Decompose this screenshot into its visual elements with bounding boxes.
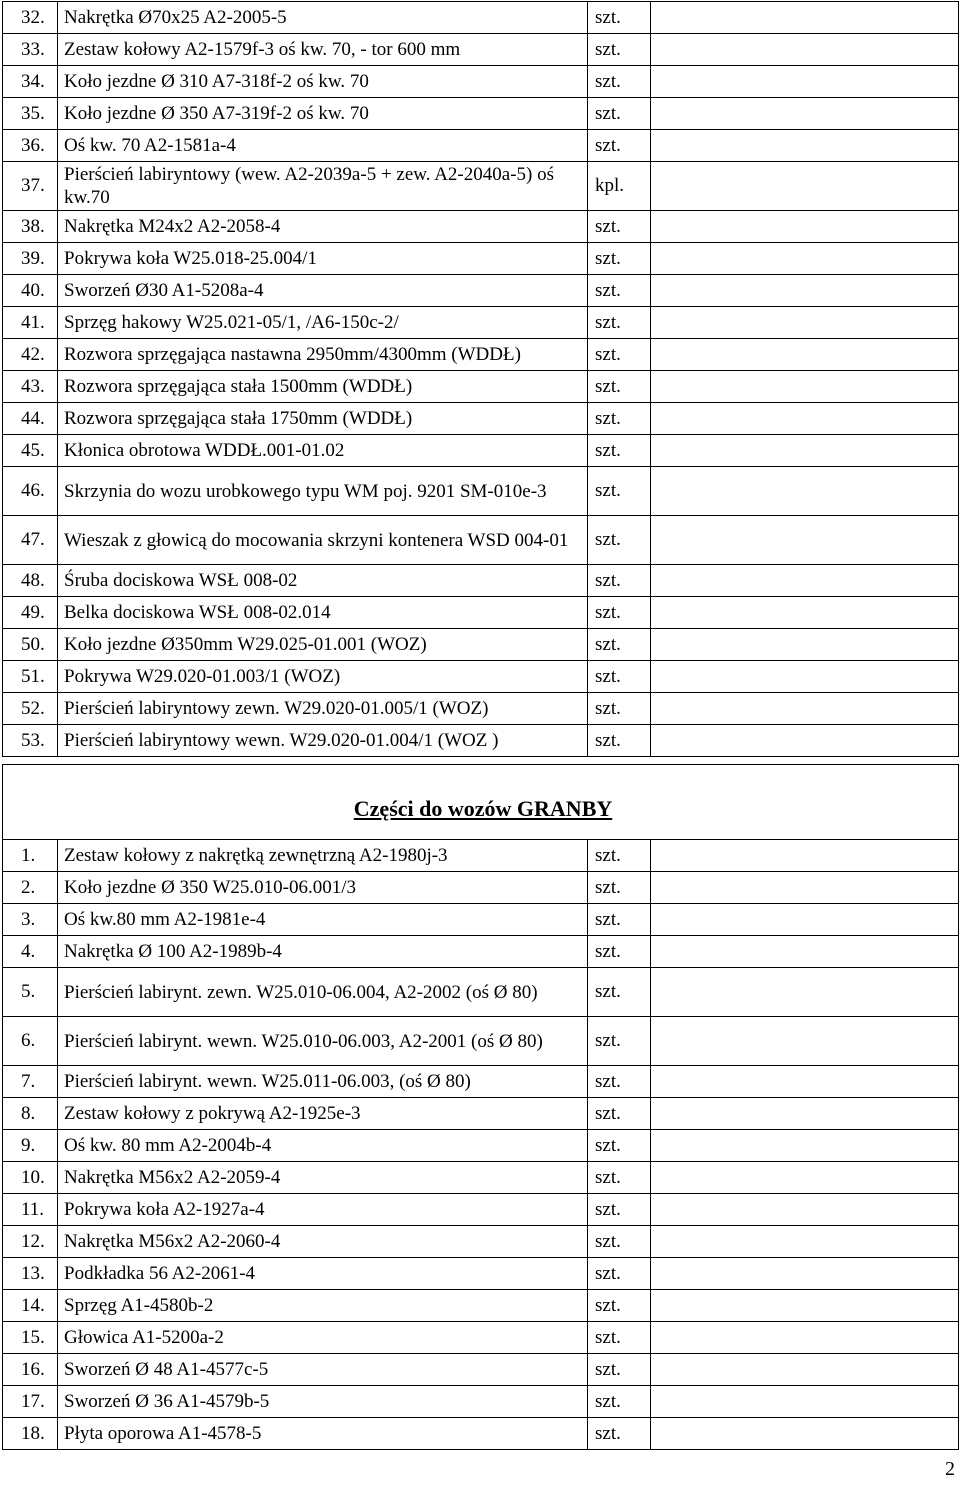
item-description: Skrzynia do wozu urobkowego typu WM poj. 9201 SM-010e-3: [58, 467, 588, 516]
item-unit: szt.: [588, 1130, 651, 1162]
item-unit: szt.: [588, 1194, 651, 1226]
item-number: 49.: [3, 597, 58, 629]
empty-cell: [651, 371, 959, 403]
item-unit: szt.: [588, 1226, 651, 1258]
item-description: Pokrywa W29.020-01.003/1 (WOZ): [58, 661, 588, 693]
table-row: [3, 840, 959, 872]
empty-cell: [651, 1290, 959, 1322]
item-unit: szt.: [588, 34, 651, 66]
item-unit: szt.: [588, 1066, 651, 1098]
empty-cell: [651, 1418, 959, 1450]
item-description: Podkładka 56 A2-2061-4: [58, 1258, 588, 1290]
table-row: [3, 904, 959, 936]
table-row: [3, 1386, 959, 1418]
item-number: 8.: [3, 1098, 58, 1130]
item-number: 47.: [3, 516, 58, 565]
item-description: Głowica A1-5200a-2: [58, 1322, 588, 1354]
item-unit: szt.: [588, 98, 651, 130]
item-unit: szt.: [588, 275, 651, 307]
empty-cell: [651, 130, 959, 162]
item-number: 53.: [3, 725, 58, 757]
item-number: 50.: [3, 629, 58, 661]
item-unit: szt.: [588, 339, 651, 371]
table-row: [3, 1066, 959, 1098]
item-unit: szt.: [588, 66, 651, 98]
item-unit: szt.: [588, 840, 651, 872]
item-number: 14.: [3, 1290, 58, 1322]
empty-cell: [651, 872, 959, 904]
item-unit: szt.: [588, 435, 651, 467]
item-description: Oś kw. 80 mm A2-2004b-4: [58, 1130, 588, 1162]
table-row: [3, 2, 959, 34]
item-description: Nakrętka Ø 100 A2-1989b-4: [58, 936, 588, 968]
item-description: Rozwora sprzęgająca stała 1500mm (WDDŁ): [58, 371, 588, 403]
table-row: [3, 1418, 959, 1450]
item-unit: szt.: [588, 516, 651, 565]
item-number: 10.: [3, 1162, 58, 1194]
item-number: 44.: [3, 403, 58, 435]
item-description: Belka dociskowa WSŁ 008-02.014: [58, 597, 588, 629]
item-description: Wieszak z głowicą do mocowania skrzyni kontenera WSD 004-01: [58, 516, 588, 565]
empty-cell: [651, 968, 959, 1017]
empty-cell: [651, 467, 959, 516]
item-description: Zestaw kołowy z nakrętką zewnętrzną A2-1980j-3: [58, 840, 588, 872]
table-row: [3, 1290, 959, 1322]
item-number: 51.: [3, 661, 58, 693]
item-unit: szt.: [588, 597, 651, 629]
item-unit: szt.: [588, 243, 651, 275]
empty-cell: [651, 1098, 959, 1130]
parts-table-granby: [2, 764, 959, 1450]
section-title: Części do wozów GRANBY: [3, 765, 959, 840]
empty-cell: [651, 840, 959, 872]
empty-cell: [651, 1162, 959, 1194]
item-unit: szt.: [588, 1322, 651, 1354]
table-row: [3, 725, 959, 757]
item-description: Rozwora sprzęgająca stała 1750mm (WDDŁ): [58, 403, 588, 435]
empty-cell: [651, 339, 959, 371]
table-row: [3, 371, 959, 403]
item-number: 11.: [3, 1194, 58, 1226]
item-number: 38.: [3, 211, 58, 243]
empty-cell: [651, 1258, 959, 1290]
item-description: Płyta oporowa A1-4578-5: [58, 1418, 588, 1450]
empty-cell: [651, 243, 959, 275]
item-number: 33.: [3, 34, 58, 66]
table-row: [3, 661, 959, 693]
table-row: [3, 307, 959, 339]
item-unit: szt.: [588, 1017, 651, 1066]
item-unit: szt.: [588, 1386, 651, 1418]
item-description: Koło jezdne Ø350mm W29.025-01.001 (WOZ): [58, 629, 588, 661]
item-description: Nakrętka M24x2 A2-2058-4: [58, 211, 588, 243]
item-number: 46.: [3, 467, 58, 516]
item-number: 45.: [3, 435, 58, 467]
table-row: [3, 1226, 959, 1258]
item-number: 40.: [3, 275, 58, 307]
item-number: 42.: [3, 339, 58, 371]
table-row: [3, 597, 959, 629]
item-number: 43.: [3, 371, 58, 403]
table-row: [3, 1130, 959, 1162]
item-unit: szt.: [588, 1258, 651, 1290]
empty-cell: [651, 1386, 959, 1418]
table-row: [3, 467, 959, 516]
item-number: 15.: [3, 1322, 58, 1354]
table-row: [3, 936, 959, 968]
item-number: 36.: [3, 130, 58, 162]
empty-cell: [651, 1130, 959, 1162]
empty-cell: [651, 403, 959, 435]
item-number: 18.: [3, 1418, 58, 1450]
table-row: [3, 1194, 959, 1226]
item-number: 3.: [3, 904, 58, 936]
item-description: Śruba dociskowa WSŁ 008-02: [58, 565, 588, 597]
table-row: [3, 968, 959, 1017]
item-description: Nakrętka M56x2 A2-2060-4: [58, 1226, 588, 1258]
item-unit: szt.: [588, 403, 651, 435]
item-description: Oś kw.80 mm A2-1981e-4: [58, 904, 588, 936]
table-row: [3, 403, 959, 435]
item-description: Pierścień labirynt. zewn. W25.010-06.004, A2-2002 (oś Ø 80): [58, 968, 588, 1017]
item-description: Kłonica obrotowa WDDŁ.001-01.02: [58, 435, 588, 467]
item-unit: szt.: [588, 1098, 651, 1130]
item-description: Pokrywa koła W25.018-25.004/1: [58, 243, 588, 275]
table-row: [3, 693, 959, 725]
item-description: Pierścień labirynt. wewn. W25.011-06.003, (oś Ø 80): [58, 1066, 588, 1098]
item-unit: szt.: [588, 968, 651, 1017]
item-unit: kpl.: [588, 162, 651, 211]
item-unit: szt.: [588, 1354, 651, 1386]
table-row: [3, 130, 959, 162]
item-description: Rozwora sprzęgająca nastawna 2950mm/4300mm (WDDŁ): [58, 339, 588, 371]
empty-cell: [651, 516, 959, 565]
empty-cell: [651, 162, 959, 211]
item-unit: szt.: [588, 211, 651, 243]
table-row: [3, 435, 959, 467]
section-header-row: [3, 765, 959, 840]
item-number: 5.: [3, 968, 58, 1017]
item-number: 13.: [3, 1258, 58, 1290]
empty-cell: [651, 1322, 959, 1354]
empty-cell: [651, 693, 959, 725]
table-row: [3, 1098, 959, 1130]
empty-cell: [651, 2, 959, 34]
item-unit: szt.: [588, 936, 651, 968]
table-row: [3, 629, 959, 661]
item-unit: szt.: [588, 1418, 651, 1450]
item-description: Pierścień labiryntowy zewn. W29.020-01.005/1 (WOZ): [58, 693, 588, 725]
table-row: [3, 516, 959, 565]
item-number: 35.: [3, 98, 58, 130]
item-description: Koło jezdne Ø 350 W25.010-06.001/3: [58, 872, 588, 904]
item-number: 9.: [3, 1130, 58, 1162]
item-description: Sprzęg A1-4580b-2: [58, 1290, 588, 1322]
empty-cell: [651, 565, 959, 597]
table-row: [3, 162, 959, 211]
item-unit: szt.: [588, 1290, 651, 1322]
empty-cell: [651, 1194, 959, 1226]
item-description: Pierścień labirynt. wewn. W25.010-06.003, A2-2001 (oś Ø 80): [58, 1017, 588, 1066]
table-row: [3, 34, 959, 66]
item-number: 17.: [3, 1386, 58, 1418]
item-description: Zestaw kołowy z pokrywą A2-1925e-3: [58, 1098, 588, 1130]
item-unit: szt.: [588, 904, 651, 936]
item-number: 39.: [3, 243, 58, 275]
item-number: 2.: [3, 872, 58, 904]
empty-cell: [651, 307, 959, 339]
item-number: 1.: [3, 840, 58, 872]
table-row: [3, 243, 959, 275]
empty-cell: [651, 597, 959, 629]
empty-cell: [651, 661, 959, 693]
empty-cell: [651, 435, 959, 467]
empty-cell: [651, 34, 959, 66]
item-description: Oś kw. 70 A2-1581a-4: [58, 130, 588, 162]
item-unit: szt.: [588, 1162, 651, 1194]
item-description: Sworzeń Ø 36 A1-4579b-5: [58, 1386, 588, 1418]
empty-cell: [651, 629, 959, 661]
empty-cell: [651, 1226, 959, 1258]
item-number: 48.: [3, 565, 58, 597]
item-unit: szt.: [588, 565, 651, 597]
item-number: 34.: [3, 66, 58, 98]
empty-cell: [651, 275, 959, 307]
item-description: Nakrętka M56x2 A2-2059-4: [58, 1162, 588, 1194]
parts-table-top: [2, 1, 959, 757]
item-number: 32.: [3, 2, 58, 34]
item-unit: szt.: [588, 725, 651, 757]
table-row: [3, 211, 959, 243]
item-description: Zestaw kołowy A2-1579f-3 oś kw. 70, - tor 600 mm: [58, 34, 588, 66]
table-row: [3, 66, 959, 98]
item-description: Sprzęg hakowy W25.021-05/1, /A6-150c-2/: [58, 307, 588, 339]
item-number: 6.: [3, 1017, 58, 1066]
item-description: Pierścień labiryntowy (wew. A2-2039a-5 + zew. A2-2040a-5) oś kw.70: [58, 162, 588, 211]
item-number: 41.: [3, 307, 58, 339]
empty-cell: [651, 1017, 959, 1066]
table-row: [3, 872, 959, 904]
item-unit: szt.: [588, 467, 651, 516]
table-row: [3, 98, 959, 130]
empty-cell: [651, 725, 959, 757]
item-unit: szt.: [588, 872, 651, 904]
item-number: 52.: [3, 693, 58, 725]
empty-cell: [651, 1354, 959, 1386]
item-description: Sworzeń Ø 48 A1-4577c-5: [58, 1354, 588, 1386]
table-row: [3, 1162, 959, 1194]
table-row: [3, 339, 959, 371]
empty-cell: [651, 211, 959, 243]
table-row: [3, 1354, 959, 1386]
table-row: [3, 275, 959, 307]
item-number: 37.: [3, 162, 58, 211]
item-unit: szt.: [588, 693, 651, 725]
empty-cell: [651, 904, 959, 936]
page-number: 2: [945, 1458, 955, 1480]
empty-cell: [651, 1066, 959, 1098]
item-description: Nakrętka Ø70x25 A2-2005-5: [58, 2, 588, 34]
item-description: Pokrywa koła A2-1927a-4: [58, 1194, 588, 1226]
item-unit: szt.: [588, 371, 651, 403]
table-row: [3, 1017, 959, 1066]
item-description: Koło jezdne Ø 310 A7-318f-2 oś kw. 70: [58, 66, 588, 98]
table-row: [3, 1258, 959, 1290]
item-number: 7.: [3, 1066, 58, 1098]
item-number: 4.: [3, 936, 58, 968]
item-number: 12.: [3, 1226, 58, 1258]
item-number: 16.: [3, 1354, 58, 1386]
table-row: [3, 1322, 959, 1354]
empty-cell: [651, 98, 959, 130]
item-unit: szt.: [588, 661, 651, 693]
item-description: Pierścień labiryntowy wewn. W29.020-01.004/1 (WOZ ): [58, 725, 588, 757]
item-unit: szt.: [588, 2, 651, 34]
item-unit: szt.: [588, 130, 651, 162]
table-row: [3, 565, 959, 597]
item-description: Koło jezdne Ø 350 A7-319f-2 oś kw. 70: [58, 98, 588, 130]
item-unit: szt.: [588, 629, 651, 661]
empty-cell: [651, 936, 959, 968]
item-description: Sworzeń Ø30 A1-5208a-4: [58, 275, 588, 307]
item-unit: szt.: [588, 307, 651, 339]
empty-cell: [651, 66, 959, 98]
